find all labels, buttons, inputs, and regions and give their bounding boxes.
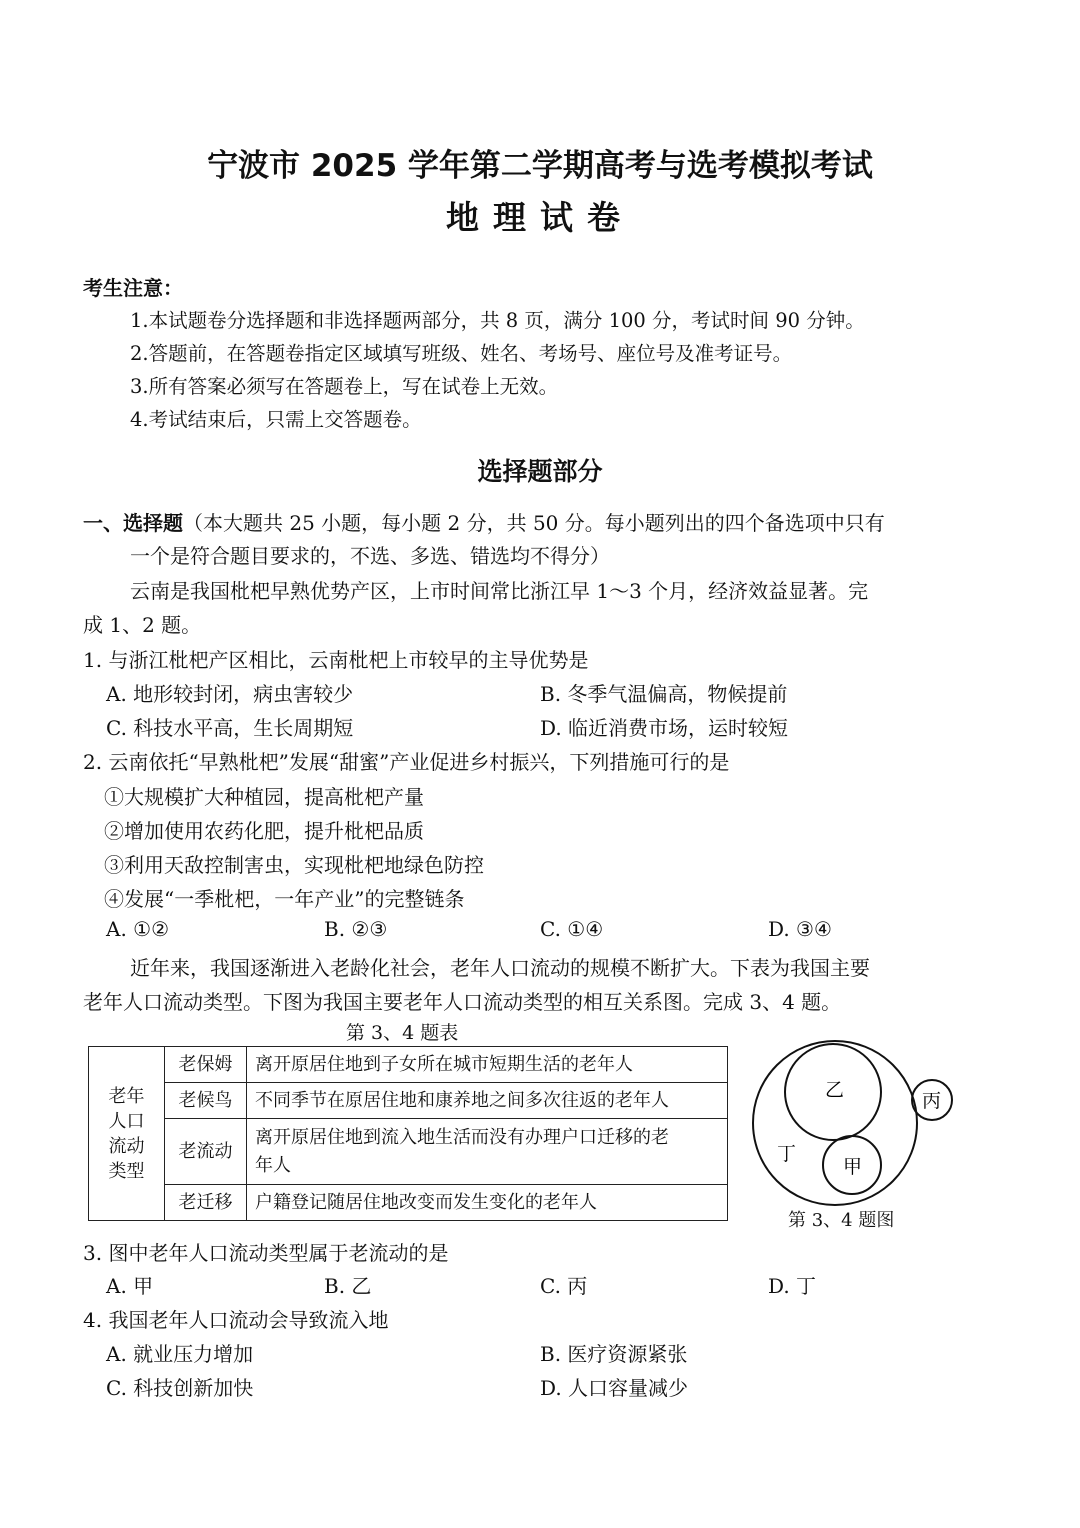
table-caption: 第 3、4 题表 — [346, 1022, 459, 1044]
q2-statement-1: ①大规模扩大种植园，提高枇杷产量 — [104, 785, 424, 809]
table-row — [89, 1083, 728, 1119]
q2-option-d: D. ③④ — [768, 917, 832, 941]
type-description: 离开原居住地到子女所在城市短期生活的老年人 — [247, 1047, 728, 1083]
q3-option-b: B. 乙 — [324, 1274, 372, 1298]
type-description-line-2: 年人 — [255, 1154, 291, 1176]
exam-subtitle: 地理试卷 — [446, 198, 634, 237]
q4-option-d: D. 人口容量减少 — [540, 1376, 689, 1400]
section-title: 选择题部分 — [477, 457, 603, 486]
figure-caption: 第 3、4 题图 — [788, 1210, 895, 1231]
q1-option-a: A. 地形较封闭，病虫害较少 — [106, 682, 354, 706]
category-line: 流动 — [108, 1135, 145, 1157]
part-description-line-2: 一个是符合题目要求的，不选、多选、错选均不得分） — [130, 544, 610, 568]
q1-option-d: D. 临近消费市场，运时较短 — [540, 716, 789, 740]
part-description-line-1 — [83, 507, 885, 536]
label-yi: 乙 — [825, 1079, 845, 1101]
q3-option-c: C. 丙 — [540, 1274, 588, 1298]
type-description-line-1: 离开原居住地到流入地生活而没有办理户口迁移的老 — [255, 1126, 669, 1148]
q2-statement-2: ②增加使用农药化肥，提升枇杷品质 — [104, 819, 424, 843]
type-name: 老保姆 — [165, 1047, 247, 1083]
type-name: 老流动 — [165, 1119, 247, 1185]
label-jia: 甲 — [843, 1156, 863, 1178]
passage1-line-2: 成 1、2 题。 — [83, 613, 202, 637]
table-row — [89, 1119, 728, 1185]
label-ding: 丁 — [777, 1143, 797, 1165]
table-row — [89, 1185, 728, 1221]
q2-option-c: C. ①④ — [540, 917, 604, 941]
q4-stem: 4. 我国老年人口流动会导致流入地 — [83, 1308, 389, 1332]
q3-stem: 3. 图中老年人口流动类型属于老流动的是 — [83, 1241, 449, 1265]
type-description: 户籍登记随居住地改变而发生变化的老年人 — [247, 1185, 728, 1221]
category-line: 类型 — [108, 1160, 145, 1182]
q3-option-a: A. 甲 — [106, 1274, 154, 1298]
notice-item-4: 4.考试结束后，只需上交答题卷。 — [130, 408, 422, 431]
q2-statement-3: ③利用天敌控制害虫，实现枇杷地绿色防控 — [104, 853, 484, 877]
notice-heading: 考生注意： — [83, 276, 183, 300]
migration-type-table — [88, 1046, 728, 1221]
outer-circle-ding — [753, 1041, 917, 1205]
passage2-line-1: 近年来，我国逐渐进入老龄化社会，老年人口流动的规模不断扩大。下表为我国主要 — [130, 956, 870, 980]
type-description — [247, 1119, 728, 1185]
type-name: 老候鸟 — [165, 1083, 247, 1119]
label-bing: 丙 — [922, 1090, 942, 1112]
part-label: 一、选择题 — [83, 511, 183, 535]
q4-option-a: A. 就业压力增加 — [106, 1342, 254, 1366]
type-description: 不同季节在原居住地和康养地之间多次往返的老年人 — [247, 1083, 728, 1119]
table-row — [89, 1047, 728, 1083]
q4-option-c: C. 科技创新加快 — [106, 1376, 254, 1400]
passage1-line-1: 云南是我国枇杷早熟优势产区，上市时间常比浙江早 1～3 个月，经济效益显著。完 — [130, 579, 869, 603]
q2-option-a: A. ①② — [106, 917, 170, 941]
type-name: 老迁移 — [165, 1185, 247, 1221]
q2-stem: 2. 云南依托“早熟枇杷”发展“甜蜜”产业促进乡村振兴，下列措施可行的是 — [83, 750, 730, 774]
notice-item-3: 3.所有答案必须写在答题卷上，写在试卷上无效。 — [130, 375, 559, 398]
q4-option-b: B. 医疗资源紧张 — [540, 1342, 688, 1366]
category-line: 人口 — [108, 1110, 145, 1132]
q3-option-d: D. 丁 — [768, 1274, 817, 1298]
notice-item-1: 1.本试题卷分选择题和非选择题两部分，共 8 页，满分 100 分，考试时间 90 分钟。 — [130, 309, 865, 332]
relationship-diagram — [745, 1040, 960, 1210]
q1-stem: 1. 与浙江枇杷产区相比，云南枇杷上市较早的主导优势是 — [83, 648, 589, 672]
q2-option-b: B. ②③ — [324, 917, 388, 941]
notice-item-2: 2.答题前，在答题卷指定区域填写班级、姓名、考场号、座位号及准考证号。 — [130, 342, 793, 365]
exam-title: 宁波市 2025 学年第二学期高考与选考模拟考试 — [207, 148, 873, 184]
category-line: 老年 — [108, 1085, 145, 1107]
q1-option-b: B. 冬季气温偏高，物候提前 — [540, 682, 788, 706]
q1-option-c: C. 科技水平高，生长周期短 — [106, 716, 354, 740]
part-desc-1: （本大题共 25 小题，每小题 2 分，共 50 分。每小题列出的四个备选项中只有 — [183, 511, 885, 535]
q2-statement-4: ④发展“一季枇杷，一年产业”的完整链条 — [104, 887, 465, 911]
passage2-line-2: 老年人口流动类型。下图为我国主要老年人口流动类型的相互关系图。完成 3、4 题。 — [83, 990, 842, 1014]
table-category-cell — [89, 1047, 165, 1221]
